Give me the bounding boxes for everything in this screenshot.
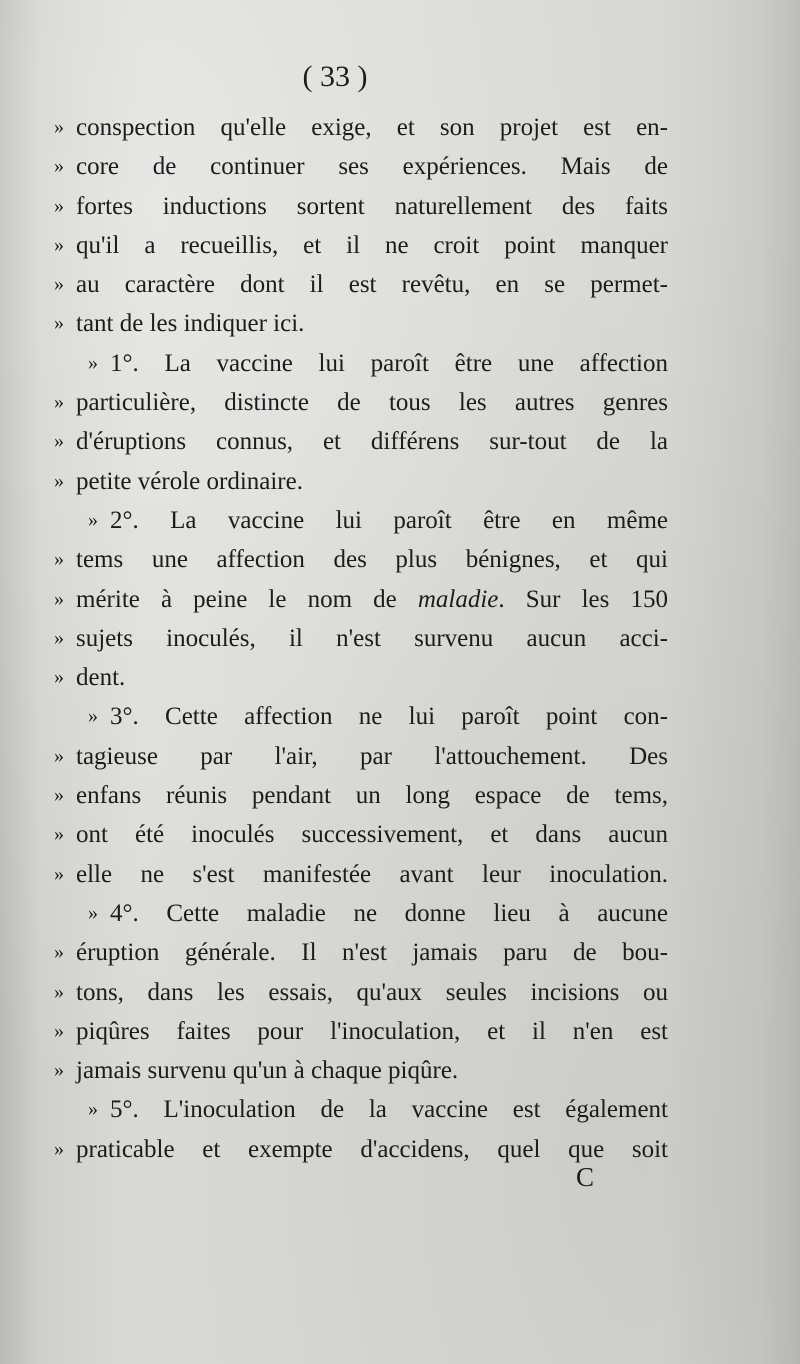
text-line [48, 304, 668, 343]
text-line [48, 658, 668, 697]
text-line [48, 187, 668, 226]
text-line [48, 422, 668, 461]
line-text: au caractère dont il est revêtu, en se permet- [76, 271, 668, 299]
quote-mark: » [88, 508, 98, 531]
line-text [76, 580, 668, 619]
line-text: qu'il a recueillis, et il ne croit point manquer [76, 231, 668, 259]
line-text: 2°. La vaccine lui paroît être en même [110, 506, 668, 534]
line-text: particulière, distincte de tous les autres genres [76, 389, 668, 417]
quote-mark: » [54, 155, 64, 178]
line-text: jamais survenu qu'un à chaque piqûre. [76, 1057, 459, 1085]
quote-mark: » [88, 901, 98, 924]
text-line [48, 815, 668, 854]
quote-mark: » [54, 980, 64, 1003]
text-line [48, 580, 668, 619]
quote-mark: » [54, 1019, 64, 1042]
text-line [48, 462, 668, 501]
text-line [48, 1130, 668, 1169]
quote-mark: » [54, 548, 64, 571]
quote-mark: » [54, 391, 64, 414]
quote-mark: » [54, 194, 64, 217]
text-line [48, 1090, 668, 1129]
quote-mark: » [88, 351, 98, 374]
quote-mark: » [54, 469, 64, 492]
text-line [48, 344, 668, 383]
text-line [48, 383, 668, 422]
quote-mark: » [88, 705, 98, 728]
line-text: ont été inoculés successivement, et dans aucun [76, 821, 668, 849]
text-line [48, 108, 668, 147]
quote-mark: » [54, 784, 64, 807]
text-line [48, 933, 668, 972]
line-text: 5°. L'inoculation de la vaccine est également [110, 1096, 668, 1124]
line-text: tant de les indiquer ici. [76, 310, 305, 338]
line-text: enfans réunis pendant un long espace de tems, [76, 782, 668, 810]
line-text: piqûres faites pour l'inoculation, et il n'en est [76, 1017, 668, 1045]
text-line [48, 1012, 668, 1051]
line-text: praticable et exempte d'accidens, quel que soit [76, 1135, 668, 1163]
line-text: fortes inductions sortent naturellement des faits [76, 192, 668, 220]
quote-mark: » [54, 233, 64, 256]
text-line [48, 973, 668, 1012]
quote-mark: » [88, 1098, 98, 1121]
text-line [48, 265, 668, 304]
quote-mark: » [54, 587, 64, 610]
line-text: dent. [76, 664, 126, 692]
line-text: petite vérole ordinaire. [76, 467, 303, 495]
italic-word: maladie [417, 585, 499, 613]
text-line [48, 855, 668, 894]
text-line [48, 619, 668, 658]
page-number: ( 33 ) [302, 60, 368, 93]
line-text: elle ne s'est manifestée avant leur inoculation. [76, 860, 668, 888]
line-text: tems une affection des plus bénignes, et qui [76, 546, 668, 574]
line-text: conspection qu'elle exige, et son projet est en- [76, 114, 668, 141]
line-text-part: . Sur les 150 [498, 585, 668, 613]
body-text [48, 108, 668, 1169]
text-line [48, 501, 668, 540]
quote-mark: » [54, 744, 64, 767]
line-text: d'éruptions connus, et différens sur-tout de la [76, 428, 668, 456]
line-text-part: mérite à peine le nom de [76, 585, 418, 613]
quote-mark: » [54, 1137, 64, 1160]
quote-mark: » [54, 1059, 64, 1082]
quote-mark: » [54, 116, 64, 138]
quote-mark: » [54, 430, 64, 453]
line-text: tons, dans les essais, qu'aux seules incisions ou [76, 978, 668, 1006]
quote-mark: » [54, 941, 64, 964]
text-line [48, 776, 668, 815]
text-line [48, 1051, 668, 1090]
text-line [48, 147, 668, 186]
text-line [48, 737, 668, 776]
text-line [48, 894, 668, 933]
text-line [48, 226, 668, 265]
line-text: éruption générale. Il n'est jamais paru de bou- [76, 939, 668, 967]
quote-mark: » [54, 312, 64, 335]
quote-mark: » [54, 626, 64, 649]
line-text: 1°. La vaccine lui paroît être une affection [110, 349, 668, 377]
quote-mark: » [54, 666, 64, 689]
quote-mark: » [54, 862, 64, 885]
line-text: sujets inoculés, il n'est survenu aucun acci- [76, 624, 668, 652]
line-text: tagieuse par l'air, par l'attouchement. Des [76, 742, 668, 770]
quote-mark: » [54, 273, 64, 296]
signature-mark: C [576, 1162, 595, 1192]
line-text: core de continuer ses expériences. Mais de [76, 153, 668, 181]
text-line [48, 697, 668, 736]
text-line [48, 540, 668, 579]
line-text: 4°. Cette maladie ne donne lieu à aucune [110, 899, 668, 927]
line-text: 3°. Cette affection ne lui paroît point con- [110, 703, 668, 731]
quote-mark: » [54, 823, 64, 846]
